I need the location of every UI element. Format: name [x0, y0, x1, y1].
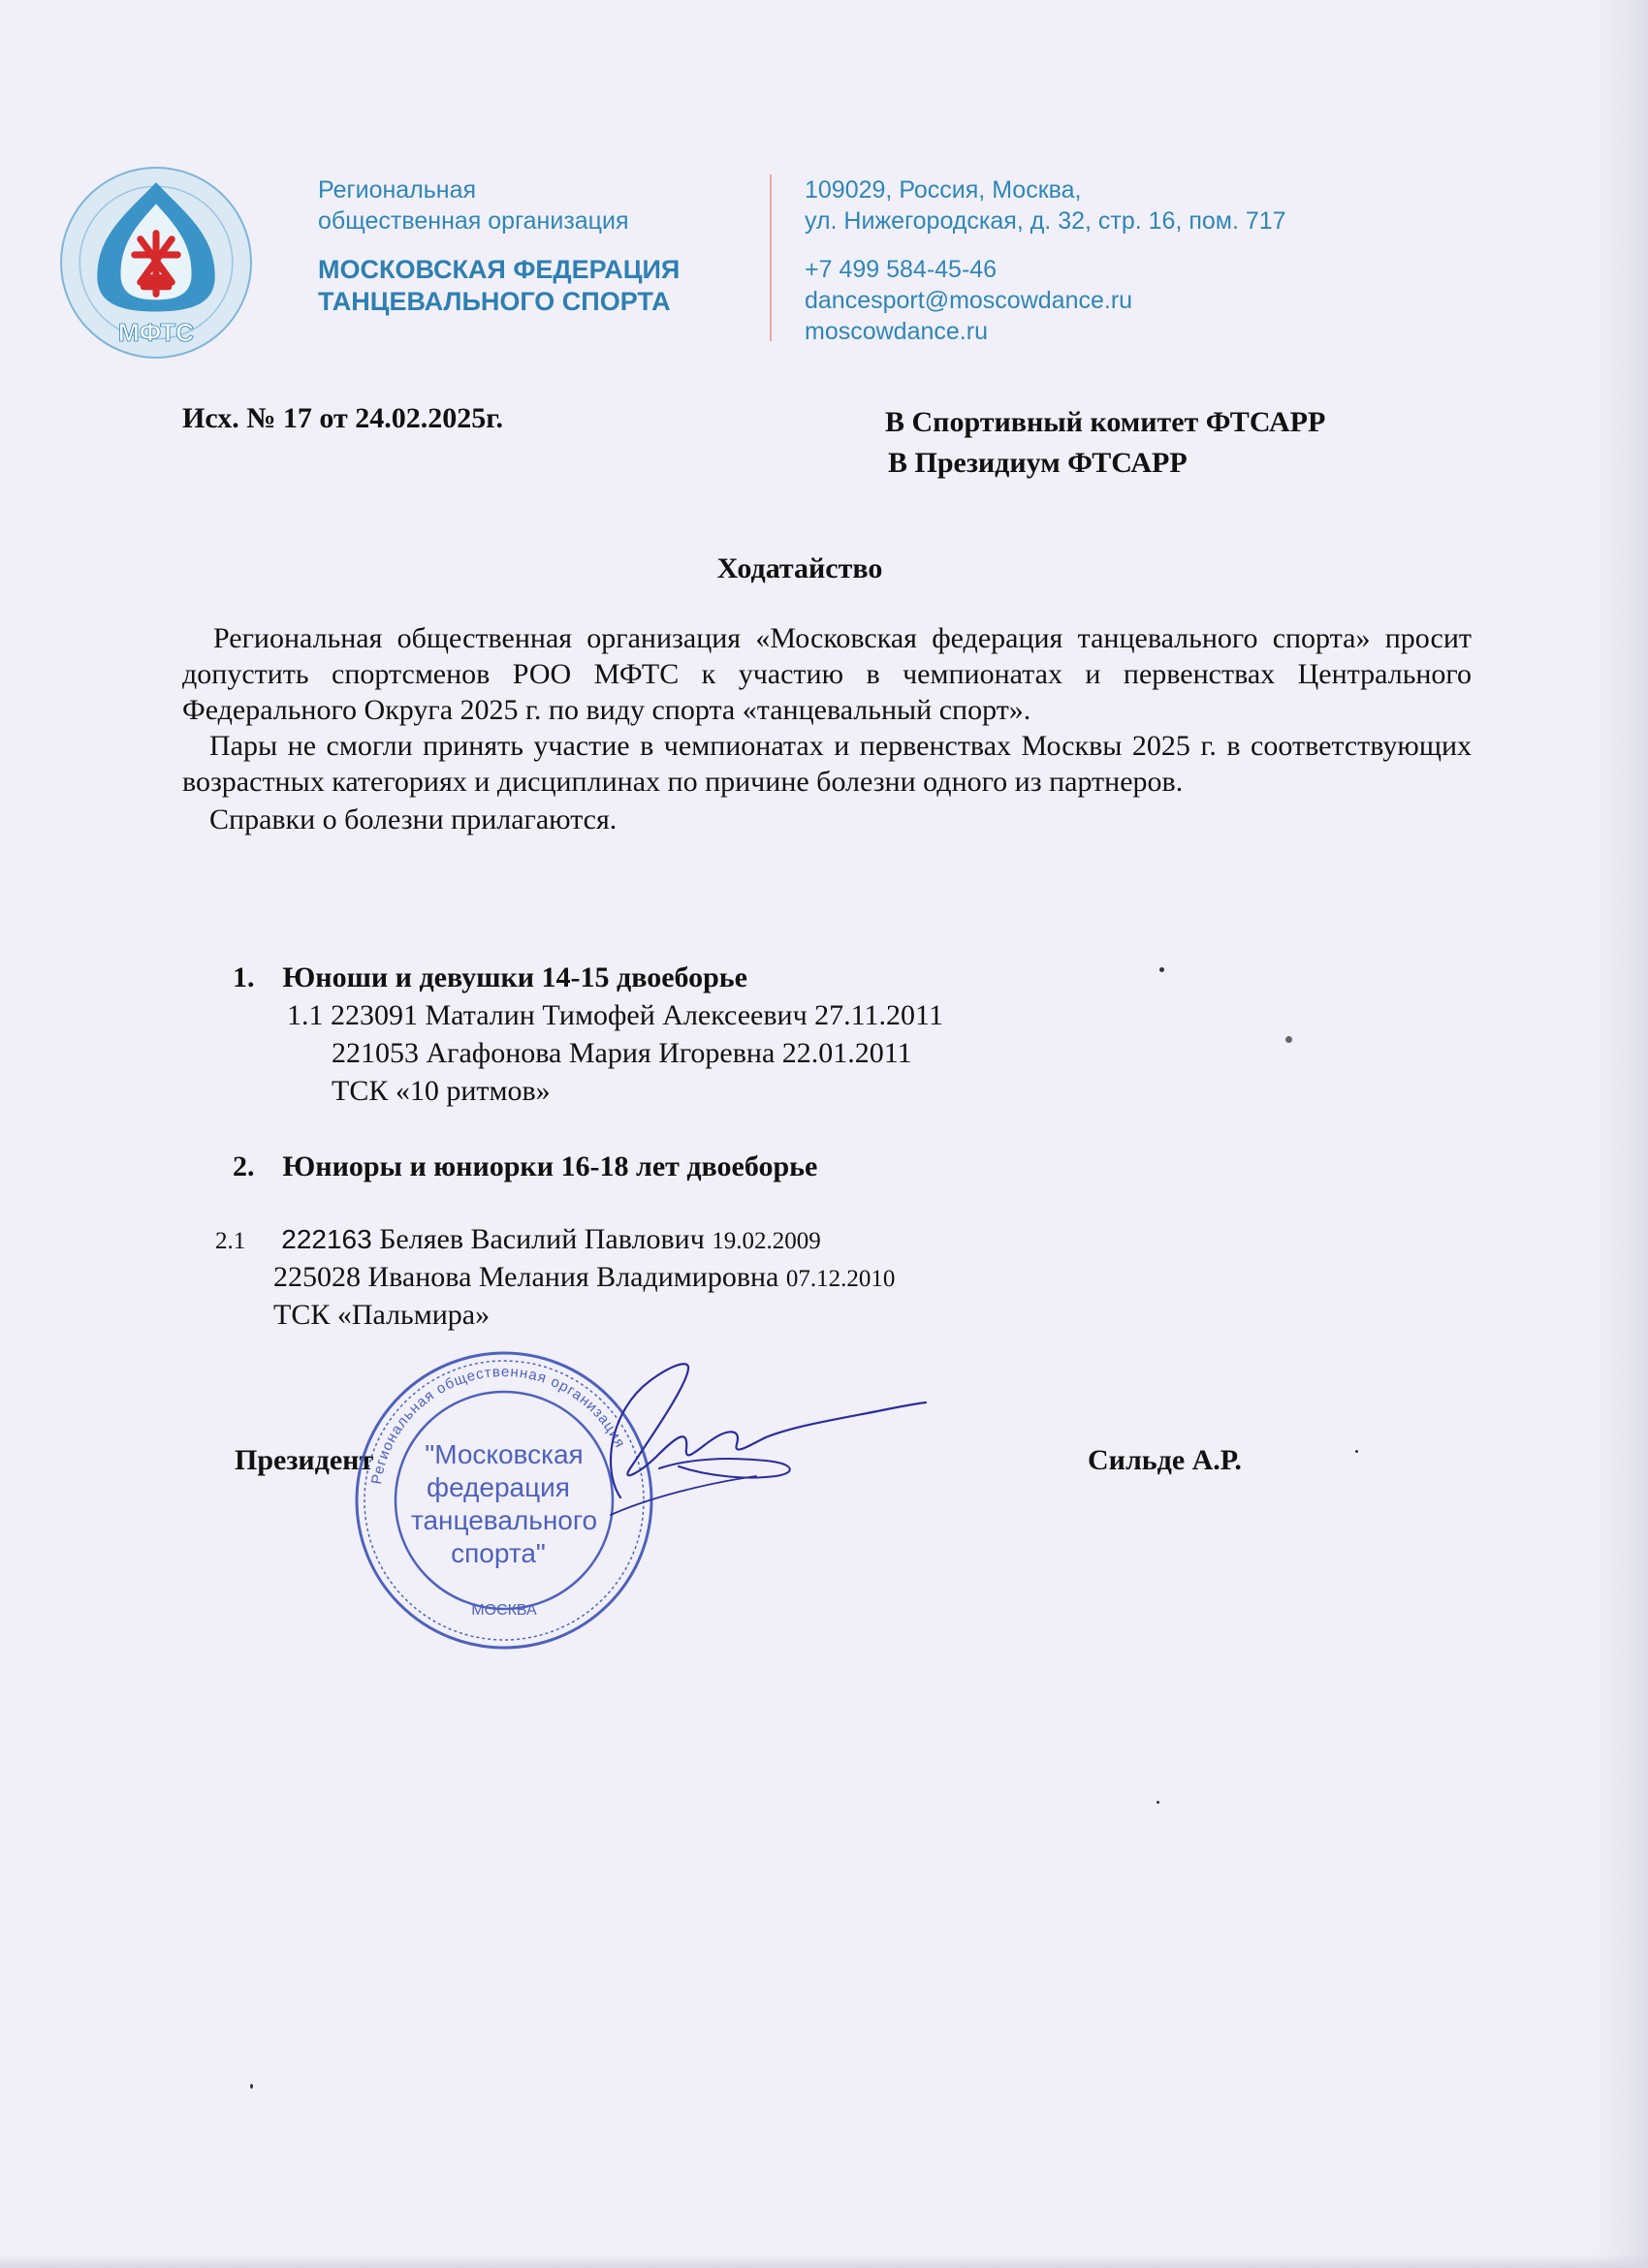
mfts-logo — [58, 165, 254, 361]
stamp-outer-ring-text: Региональная общественная организация — [368, 1363, 629, 1486]
addressee-line: В Президиум ФТСАРР — [888, 447, 1188, 479]
partner-one-name: Беляев Василий Павлович — [379, 1223, 705, 1255]
group-heading — [233, 1150, 817, 1183]
paragraph: Пары не смогли принять участие в чемпионатах и первенствах Москвы 2025 г. в соответствующих возрастных категориях и дисциплинах по причине болезни одного из партнеров. — [182, 730, 1472, 798]
stamp-line: федерация — [427, 1472, 570, 1502]
group-number: 2. — [233, 1150, 255, 1182]
signatory-position: Президент — [235, 1444, 374, 1476]
org-name-line1: МОСКОВСКАЯ ФЕДЕРАЦИЯ — [318, 255, 681, 284]
scan-speck — [1159, 967, 1164, 972]
addressee-block — [885, 402, 1325, 484]
email: dancesport@moscowdance.ru — [805, 287, 1133, 314]
scan-bottom-edge — [0, 2254, 1648, 2268]
org-type-line1: Региональная — [318, 176, 477, 204]
addressee-line: В Спортивный комитет ФТСАРР — [885, 406, 1326, 438]
address-line1: 109029, Россия, Москва, — [805, 176, 1082, 204]
scan-speck — [250, 2084, 253, 2089]
stamp-city: МОСКВА — [471, 1602, 537, 1619]
paragraph: Региональная общественная организация «Московская федерация танцевального спорта» просит допустить спортсменов РОО МФТС к участию в чемпионатах и первенствах Центрального Федерального Округа 2025 г. по виду спорта «танцевальный спорт». — [182, 622, 1472, 726]
org-type-line2: общественная организация — [318, 207, 629, 235]
org-name-line2: ТАНЦЕВАЛЬНОГО СПОРТА — [318, 287, 671, 316]
partner-one-dob: 19.02.2009 — [712, 1228, 821, 1254]
entry-number: 2.1 — [215, 1228, 246, 1254]
partner-two-name: 225028 Иванова Мелания Владимировна — [273, 1261, 779, 1293]
group-title: Юноши и девушки 14-15 двоеборье — [282, 961, 747, 993]
contact-block — [805, 174, 1286, 347]
stamp-line: танцевального — [410, 1505, 598, 1535]
paragraph: Справки о болезни прилагаются. — [209, 803, 618, 835]
website: moscowdance.ru — [805, 318, 988, 345]
header-divider — [770, 174, 772, 341]
partner-id: 222163 — [281, 1224, 372, 1254]
group-title: Юниоры и юниорки 16-18 лет двоеборье — [282, 1150, 818, 1182]
club-name: ТСК «Пальмира» — [273, 1299, 491, 1331]
phone: +7 499 584-45-46 — [805, 256, 998, 283]
body-text — [182, 620, 1472, 837]
address-line2: ул. Нижегородская, д. 32, стр. 16, пом. 717 — [805, 207, 1286, 235]
partner-two: 221053 Агафонова Мария Игоревна 22.01.2011 — [332, 1037, 912, 1069]
entry-line — [215, 1223, 821, 1256]
club-name: ТСК «10 ритмов» — [332, 1075, 551, 1107]
scan-speck — [1355, 1450, 1358, 1453]
scan-edge — [1590, 0, 1648, 2268]
entry-line — [287, 999, 943, 1032]
entry-number: 1.1 — [287, 999, 324, 1031]
organization-block — [318, 174, 680, 318]
scan-speck — [1285, 1036, 1292, 1043]
document-title: Ходатайство — [716, 552, 883, 584]
scan-speck — [1157, 1801, 1159, 1804]
group-heading — [233, 961, 747, 994]
signatory-name: Сильде А.Р. — [1088, 1444, 1242, 1476]
group-number: 1. — [233, 961, 255, 993]
stamp-line: "Московская — [425, 1439, 584, 1469]
handwritten-signature — [543, 1352, 931, 1531]
partner-two-dob: 07.12.2010 — [785, 1266, 896, 1292]
entry-line — [273, 1261, 895, 1294]
logo-text: МФТС — [117, 317, 195, 347]
partner-one: 223091 Маталин Тимофей Алексеевич 27.11.2011 — [331, 999, 943, 1031]
stamp-line: спорта" — [451, 1538, 546, 1568]
outgoing-reference: Исх. № 17 от 24.02.2025г. — [182, 402, 503, 434]
